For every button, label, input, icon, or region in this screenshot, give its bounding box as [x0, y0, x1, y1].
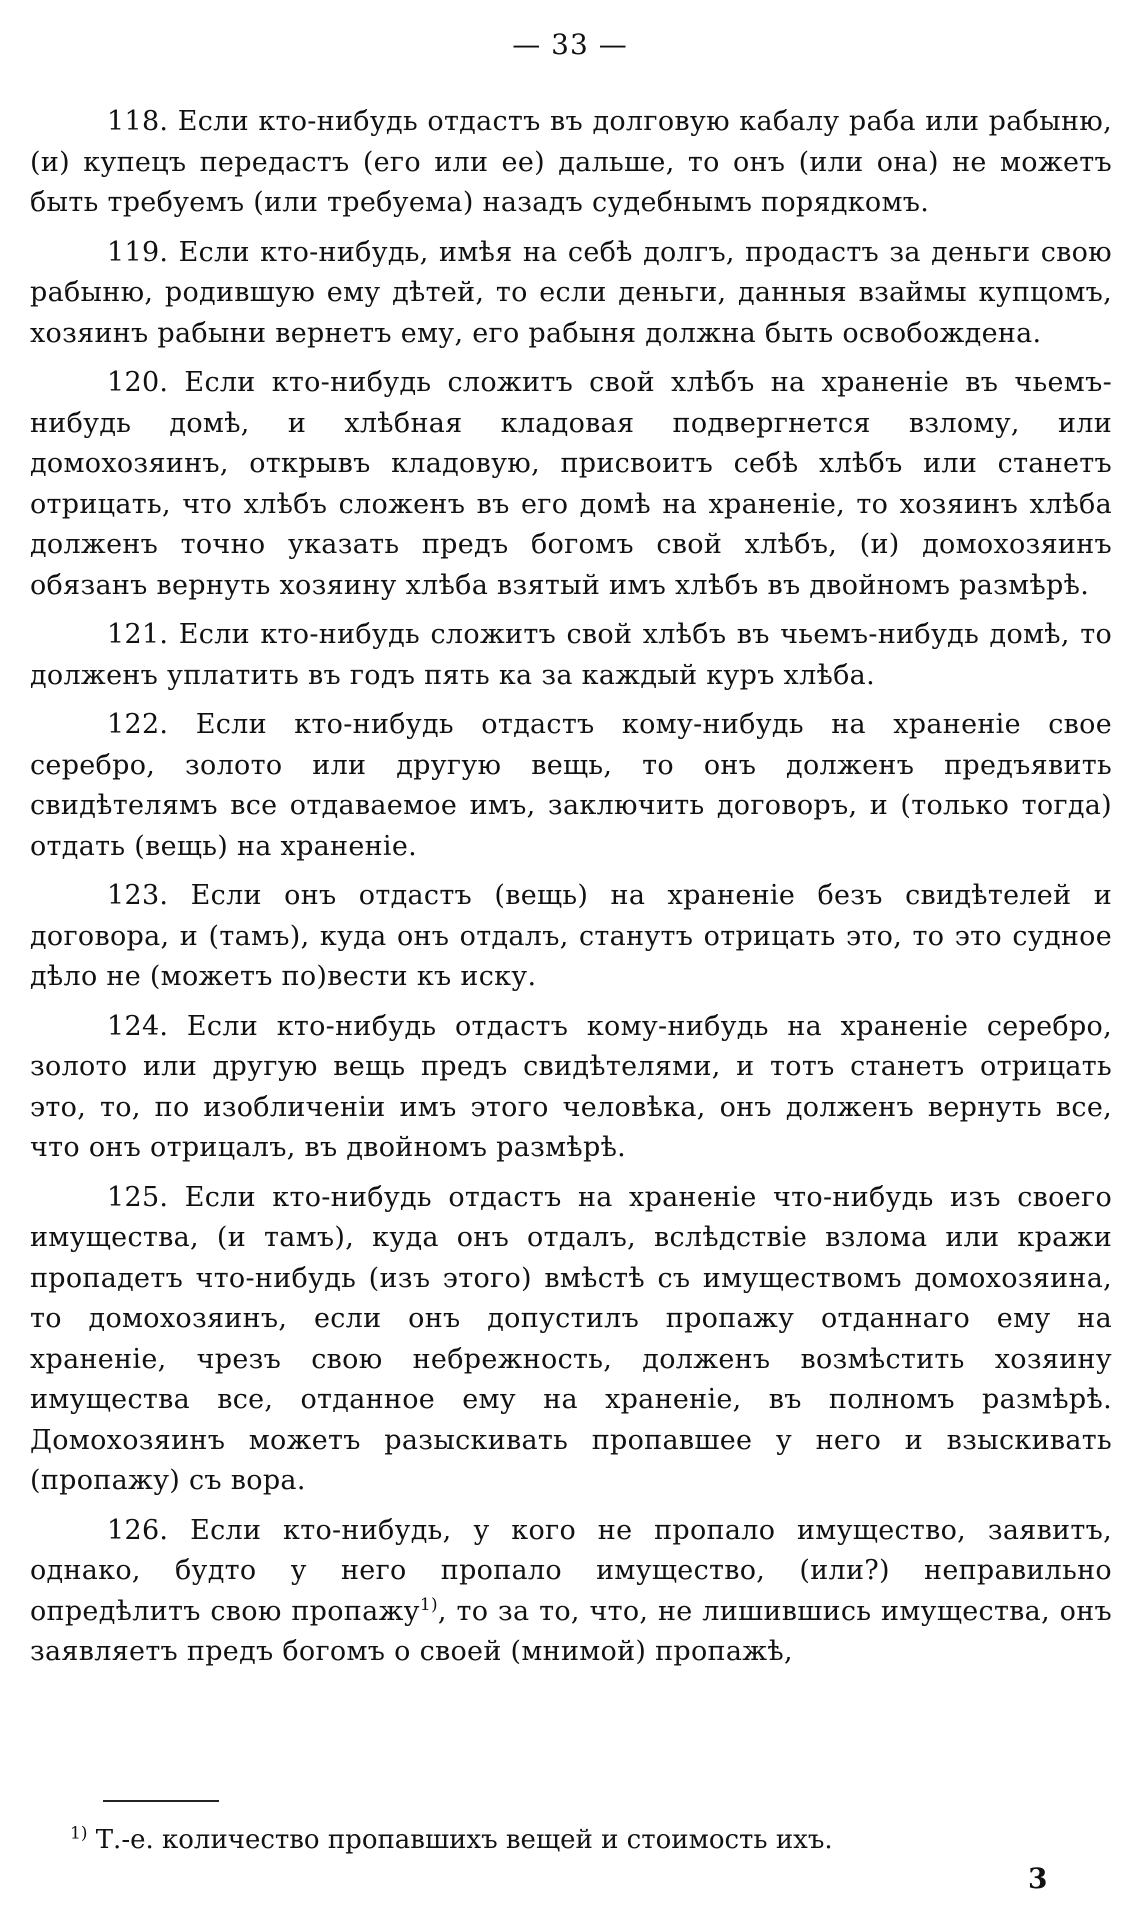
footnote-divider [103, 1800, 219, 1802]
signature-mark: 3 [1028, 1862, 1048, 1895]
article-119: 119. Если кто-нибудь, имѣя на себѣ долгъ, продастъ за деньги свою рабыню, родившую ему дѣтей, то если деньги, данныя взаймы купцомъ, хозяинъ рабыни вернетъ ему, его рабыня должна быть освобождена. [30, 236, 1112, 349]
footnote [70, 1822, 1110, 1858]
article-120: 120. Если кто-нибудь сложитъ свой хлѣбъ на храненіе въ чьемъ-нибудь домѣ, и хлѣбная кладовая подвергнется взлому, или домохозяинъ, открывъ кладовую, присвоитъ себѣ хлѣбъ или станетъ отрицать, что хлѣбъ сложенъ въ его домѣ на храненіе, то хозяинъ хлѣба долженъ точно указать предъ богомъ свой хлѣбъ, (и) домохозяинъ обязанъ вернуть хозяину хлѣба взятый имъ хлѣбъ въ двойномъ размѣрѣ. [30, 367, 1112, 601]
article-126 [30, 1511, 1112, 1673]
article-125: 125. Если кто-нибудь отдастъ на храненіе что-нибудь изъ своего имущества, (и тамъ), куда онъ отдалъ, вслѣдствіе взлома или кражи пропадетъ что-нибудь (изъ этого) вмѣстѣ съ имуществомъ домохозяина, то домохозяинъ, если онъ допустилъ пропажу отданнаго ему на храненіе, чрезъ свою небрежность, долженъ возмѣстить хозяину имущества все, отданное ему на храненіе, въ полномъ размѣрѣ. Домохозяинъ можетъ разыскивать пропавшее у него и взыскивать (пропажу) съ вора. [30, 1181, 1112, 1496]
article-124: 124. Если кто-нибудь отдастъ кому-нибудь на храненіе серебро, золото или другую вещь предъ свидѣтелями, и тотъ станетъ отрицать это, то, по изобличеніи имъ этого человѣка, онъ долженъ вернуть все, что онъ отрицалъ, въ двойномъ размѣрѣ. [30, 1010, 1112, 1163]
page-number: — 33 — [512, 28, 628, 61]
article-123: 123. Если онъ отдастъ (вещь) на храненіе безъ свидѣтелей и договора, и (тамъ), куда онъ отдалъ, станутъ отрицать это, то это судное дѣло не (можетъ по)вести къ иску. [30, 880, 1112, 992]
page-body [30, 102, 1112, 1682]
footnote-text: Т.-е. количество пропавшихъ вещей и стоимость ихъ. [87, 1825, 833, 1855]
article-118: 118. Если кто-нибудь отдастъ въ долговую кабалу раба или рабыню, (и) купецъ передастъ (его или ее) дальше, то онъ (или она) не можетъ быть требуемъ (или требуема) назадъ судебнымъ порядкомъ. [30, 106, 1112, 218]
footnote-mark: 1) [70, 1823, 88, 1844]
footnote-reference: 1) [419, 1594, 438, 1615]
article-126-text-end: , то за то, что, не лишившись имущества, онъ заявляетъ предъ богомъ о своей (мнимой) пропажѣ, [30, 1595, 1112, 1667]
article-121: 121. Если кто-нибудь сложитъ свой хлѣбъ въ чьемъ-нибудь домѣ, то долженъ уплатить въ годъ пять ка за каждый куръ хлѣба. [30, 619, 1112, 691]
article-122: 122. Если кто-нибудь отдастъ кому-нибудь на храненіе свое серебро, золото или другую вещь, то онъ долженъ предъявить свидѣтелямъ все отдаваемое имъ, заключить договоръ, и (только тогда) отдать (вещь) на храненіе. [30, 709, 1112, 862]
article-126-text-start: 126. Если кто-нибудь, у кого не пропало имущество, заявитъ, однако, будто у него пропало имущество, (или?) неправильно опредѣлитъ свою пропажу [30, 1514, 1112, 1627]
